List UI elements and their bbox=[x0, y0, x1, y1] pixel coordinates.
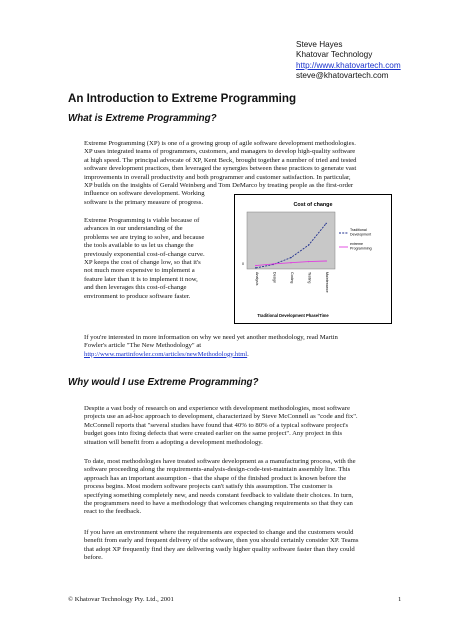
text-line: feature later than it is to implement it now, bbox=[84, 275, 198, 283]
text-line: Extreme Programming (XP) is one of a growing group of agile software development methodologies. bbox=[84, 140, 356, 147]
paragraph-manufacturing-process bbox=[84, 458, 356, 517]
paragraph-xp-viability bbox=[84, 217, 205, 301]
data-point bbox=[255, 265, 256, 266]
text-line: software proceeding along the requirements-analysis-design-code-test-maintain assembly line. This bbox=[84, 466, 351, 474]
footer-page-number: 1 bbox=[398, 596, 402, 603]
y-tick-label: 0 bbox=[242, 262, 244, 266]
text-line: environment to produce software faster. bbox=[84, 292, 191, 300]
text-line: the tools available to us let us change the bbox=[84, 242, 194, 250]
author-name: Steve Hayes bbox=[296, 40, 343, 49]
martin-fowler-article-link[interactable]: http://www.martinfowler.com/articles/newMethodology.html bbox=[84, 350, 248, 358]
x-axis-label: Traditional Development Phase/Time bbox=[257, 313, 329, 318]
text-line: before. bbox=[84, 554, 103, 562]
section-heading-why-use-xp: Why would I use Extreme Programming? bbox=[68, 377, 259, 388]
document-title: An Introduction to Extreme Programming bbox=[68, 92, 297, 105]
data-point bbox=[308, 244, 309, 245]
text-line: approach has an important assumption - that the shape of the finished product is known before the bbox=[84, 474, 347, 482]
text-line: XP uses integrated teams of programmers, customers, and managers to develop high-quality software bbox=[84, 148, 356, 156]
data-point bbox=[326, 260, 327, 261]
x-tick-label: Testing bbox=[307, 272, 312, 284]
text-line: the programmers need to have a methodology that welcomes changing requirements so that they can bbox=[84, 500, 353, 508]
paragraph-ad-hoc-development bbox=[84, 405, 358, 447]
chart-title: Cost of change bbox=[293, 202, 333, 208]
text-line: If you have an environment where the requirements are expected to change and the customers would bbox=[84, 529, 354, 536]
data-point bbox=[290, 262, 291, 263]
text-line: projects use an ad-hoc approach to development, characterized by Steve McConnell as "code and fix". bbox=[84, 413, 358, 421]
text-line: situation will benefit from a adopting a development methodology. bbox=[84, 438, 263, 446]
text-line: Despite a vast body of research on and experience with development methodologies, most software bbox=[84, 405, 350, 412]
text-line: XP keeps the cost of change low, so that it's bbox=[84, 259, 201, 267]
data-point bbox=[308, 261, 309, 262]
data-point bbox=[326, 223, 327, 224]
paragraph-when-to-consider-xp bbox=[84, 529, 358, 563]
text-line: not much more expensive to implement a bbox=[84, 267, 195, 275]
text-line: previously exponential cost-of-change curve. bbox=[84, 250, 205, 258]
text-line: benefit from early and frequent delivery of the software, then you should certainly consider XP. Teams bbox=[84, 537, 359, 545]
x-tick-label: Analysis bbox=[254, 272, 259, 286]
text-line: To date, most methodologies have treated software development as a manufacturing process, with the bbox=[84, 458, 356, 465]
author-company: Khatovar Technology bbox=[296, 50, 373, 60]
text-line: advances in our understanding of the bbox=[84, 225, 183, 233]
x-tick-label: Maintenance bbox=[325, 272, 330, 293]
x-tick-label: Coding bbox=[290, 272, 294, 284]
data-point bbox=[255, 267, 256, 268]
text-line: software development practices, then leveraged the synergies between these practices to generate vast bbox=[84, 165, 357, 173]
text-line: problems we are trying to solve, and because bbox=[84, 233, 205, 241]
data-point bbox=[273, 263, 274, 264]
text-line: software is the primary measure of progress. bbox=[84, 198, 204, 206]
text-line: Extreme Programming is viable because of bbox=[84, 217, 200, 224]
text-line: influence on software development. Working bbox=[84, 190, 205, 198]
sentence-end: . bbox=[247, 350, 249, 358]
author-email: steve@khatovartech.com bbox=[296, 70, 389, 80]
text-line: specifying something completely new, and needs constant feedback to validate their choices. In turn, bbox=[84, 491, 354, 499]
cost-of-change-figure bbox=[234, 194, 392, 324]
text-line: improvements in overall productivity and both programmer and customer satisfaction. In particular, bbox=[84, 173, 351, 181]
author-block bbox=[296, 40, 401, 81]
text-line: budget goes into fixing defects that were created earlier on the same project". Any project in this bbox=[84, 430, 343, 438]
plot-area bbox=[247, 212, 335, 269]
text-line: react to the feedback. bbox=[84, 508, 142, 516]
text-line: and then leverages this cost-of-change bbox=[84, 284, 187, 292]
text-line: XP builds on the insights of Gerald Weinberg and Tom DeMarco by treating people as the first-order bbox=[84, 182, 354, 190]
legend-label: Traditional Development bbox=[350, 228, 372, 237]
text-line: at high speed. The principal advocate of XP, Kent Beck, brought together a number of tried and tested bbox=[84, 156, 357, 164]
data-point bbox=[290, 257, 291, 258]
text-line: that adopt XP frequently find they are delivering vastly higher quality software faster than they could bbox=[84, 545, 355, 553]
section-heading-what-is-xp: What is Extreme Programming? bbox=[68, 113, 217, 124]
text-line: process begins. Most modern software projects can't satisfy this assumption. The customer is bbox=[84, 483, 333, 491]
legend-label: extreme Programming bbox=[350, 242, 372, 251]
cost-of-change-chart bbox=[235, 195, 391, 323]
text-line: McConnell reports that "several studies have found that 40% to 80% of a typical software project's bbox=[84, 421, 349, 429]
x-tick-label: Design bbox=[272, 272, 277, 284]
text-line: If you're interested in more information on why we need yet another methodology, read Martin bbox=[84, 334, 338, 341]
paragraph-more-info bbox=[84, 334, 338, 359]
text-line: Fowler's article "The New Methodology" at bbox=[84, 342, 202, 350]
footer-copyright: © Khatovar Technology Pty. Ltd., 2001 bbox=[68, 596, 174, 603]
author-website-link[interactable]: http://www.khatovartech.com bbox=[296, 60, 401, 70]
